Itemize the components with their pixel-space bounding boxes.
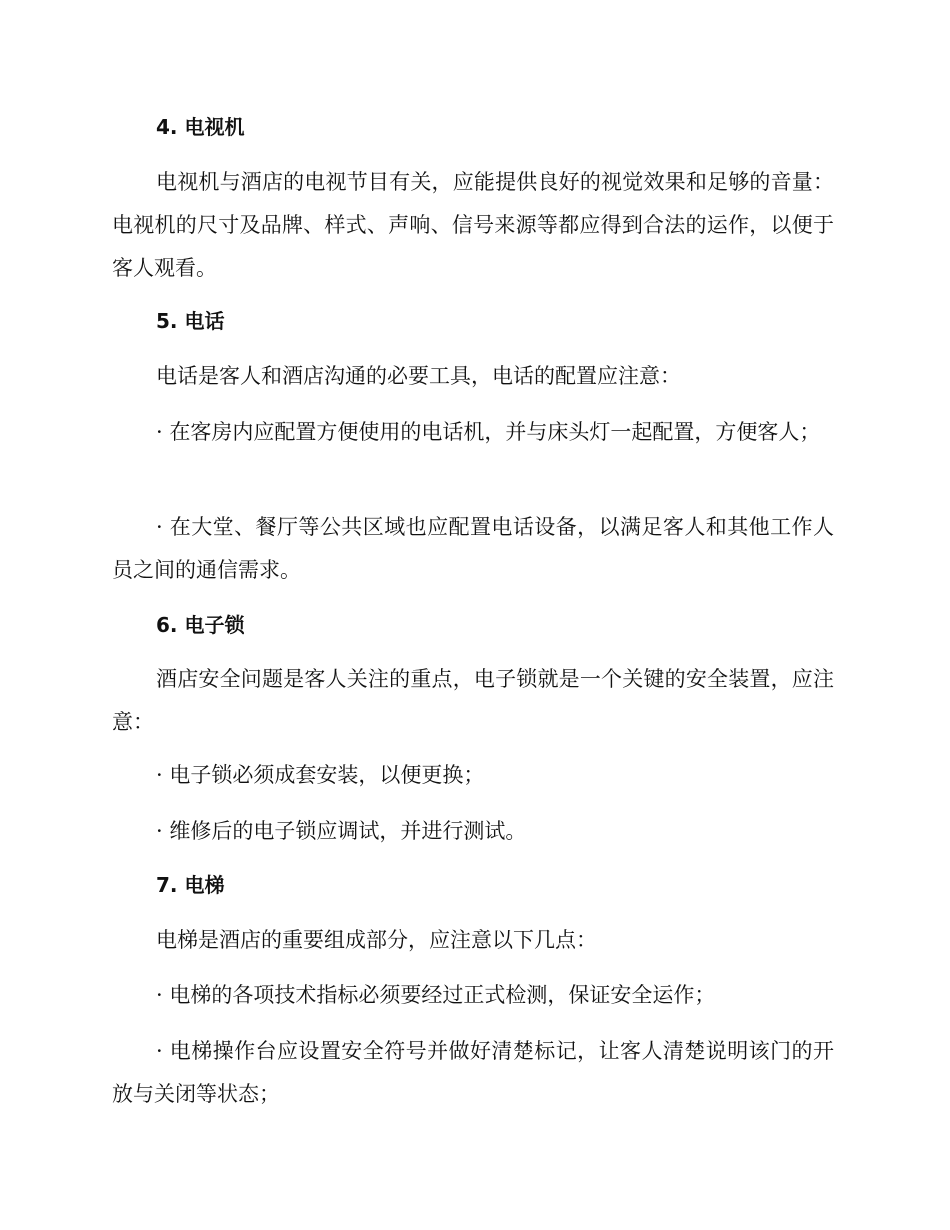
paragraph-phone-intro: 电话是客人和酒店沟通的必要工具，电话的配置应注意：	[156, 364, 681, 388]
list-item-elevator-panel: · 电梯操作台应设置安全符号并做好清楚标记，让客人清楚说明该门的开放与关闭等状态；	[112, 1039, 834, 1106]
paragraph-elevator-intro: 电梯是酒店的重要组成部分，应注意以下几点：	[156, 928, 597, 952]
list-item-phone-public: · 在大堂、餐厅等公共区域也应配置电话设备，以满足客人和其他工作人员之间的通信需求。	[112, 515, 834, 582]
section-heading-elevator: 7. 电梯	[156, 873, 225, 897]
list-item-phone-room: · 在客房内应配置方便使用的电话机，并与床头灯一起配置，方便客人；	[156, 420, 821, 444]
paragraph-tv-description: 电视机与酒店的电视节目有关，应能提供良好的视觉效果和足够的音量：电视机的尺寸及品牌、样式、声响、信号来源等都应得到合法的运作，以便于客人观看。	[112, 170, 834, 280]
section-heading-tv: 4. 电视机	[156, 115, 245, 139]
list-item-lock-test: · 维修后的电子锁应调试，并进行测试。	[156, 819, 527, 843]
list-item-lock-install: · 电子锁必须成套安装，以便更换；	[156, 763, 485, 787]
list-item-elevator-inspection: · 电梯的各项技术指标必须要经过正式检测，保证安全运作；	[156, 983, 716, 1007]
section-heading-phone: 5. 电话	[156, 309, 225, 333]
paragraph-lock-intro: 酒店安全问题是客人关注的重点，电子锁就是一个关键的安全装置，应注意：	[112, 667, 834, 734]
section-heading-lock: 6. 电子锁	[156, 613, 245, 637]
